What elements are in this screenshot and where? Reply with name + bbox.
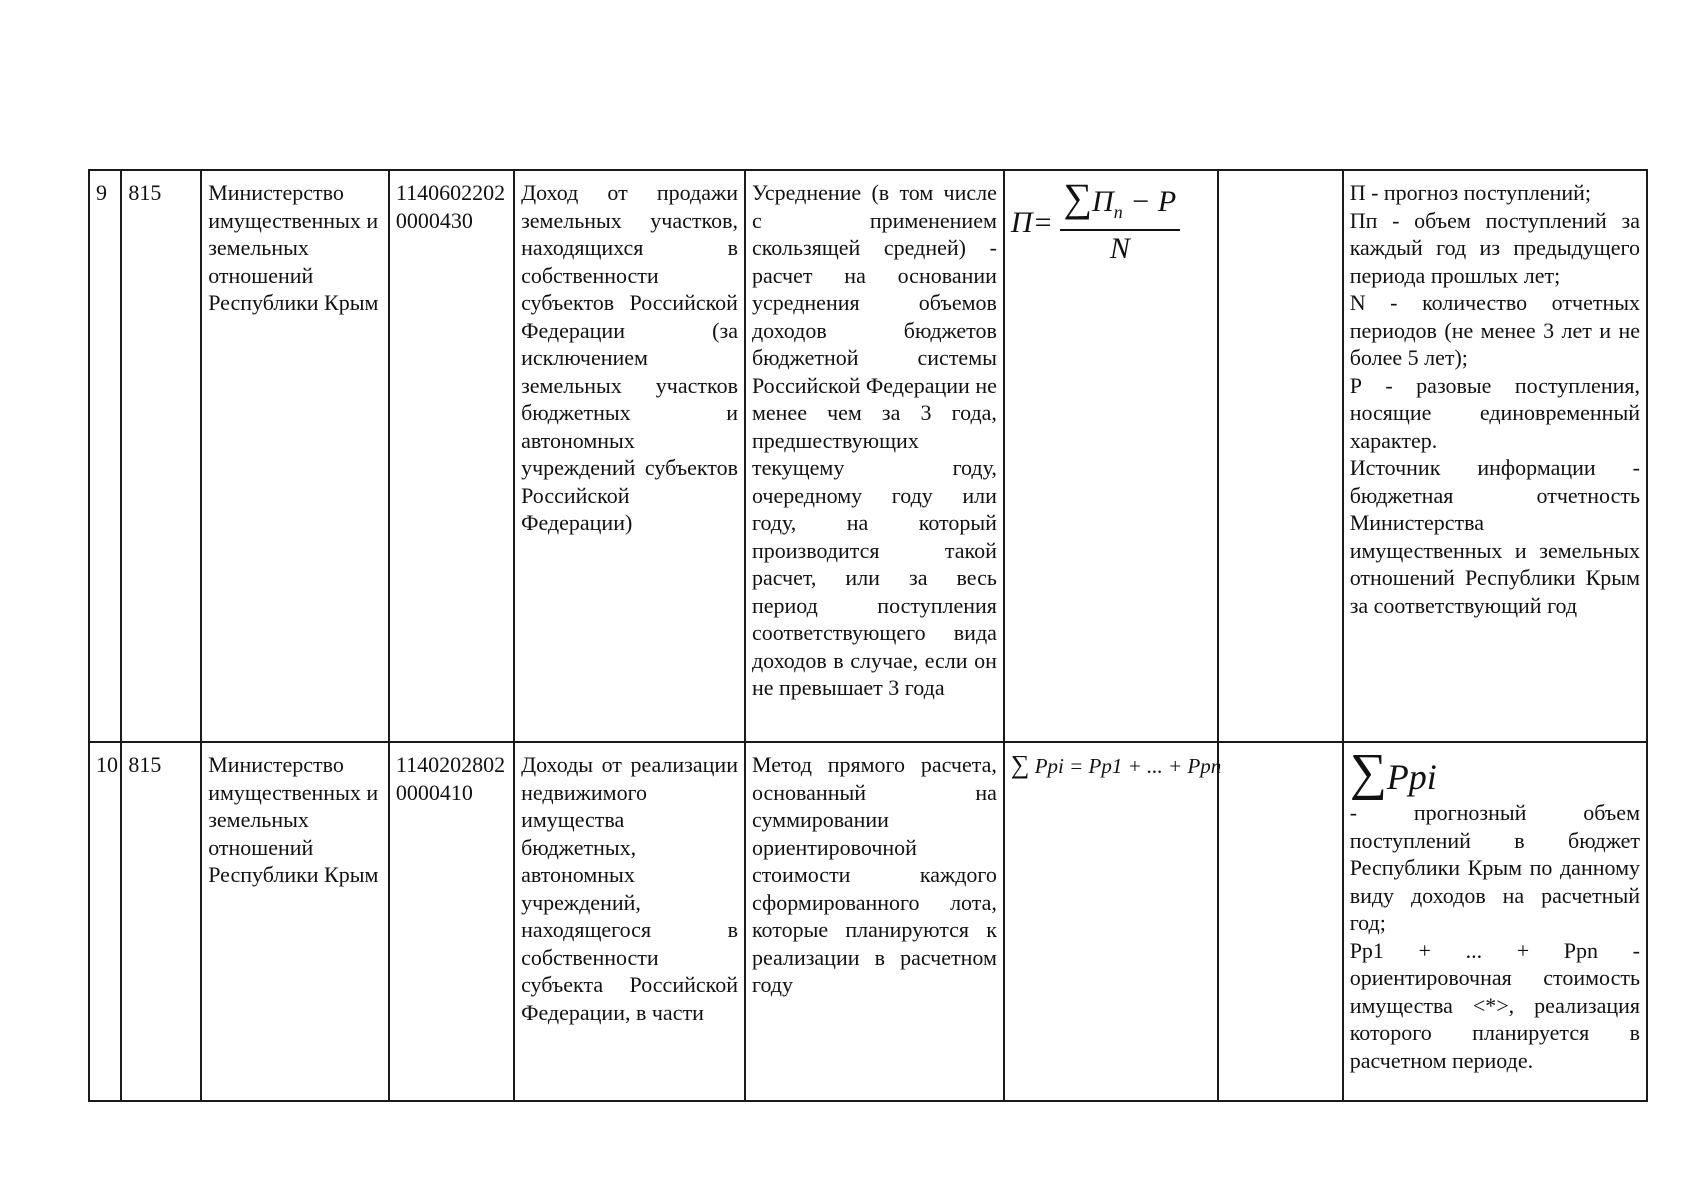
formula-description: ∑Ppi - прогнозный объем поступлений в бюджет Республики Крым по данному виду доходов на расчетный год; Рр1 + ... + Ppn - ориентировочная стоимость имущества <*>, реализация которого планируется в расчетном периоде. bbox=[1343, 742, 1647, 1101]
ppi-symbol: ∑Ppi bbox=[1349, 744, 1437, 801]
budget-classification-code: 11406022020000430 bbox=[389, 170, 514, 742]
revenue-name: Доход от продажи земельных участков, находящихся в собственности субъектов Российской Федерации (за исключением земельных участков бюджетных и автономных учреждений субъектов Российской Федерации) bbox=[514, 170, 745, 742]
revenue-name: Доходы от реализации недвижимого имущества бюджетных, автономных учреждений, находящегося в собственности субъекта Российской Федерации, в части bbox=[514, 742, 745, 1101]
average-formula: П = $\frac{\sum П_n - P}{N}$ bbox=[1011, 183, 1211, 262]
table-row bbox=[89, 742, 1647, 1101]
calculation-formula bbox=[1004, 170, 1218, 742]
sum-formula: ∑ Ppi = Pp1 + ... + Ppn bbox=[1010, 750, 1222, 779]
row-number: 10 bbox=[89, 742, 121, 1101]
sigma-symbol: ∑ bbox=[1010, 750, 1030, 779]
table-row bbox=[89, 170, 1647, 742]
empty-cell bbox=[1218, 742, 1343, 1101]
calculation-method: Усреднение (в том числе с применением скользящей средней) - расчет на основании усреднения объемов доходов бюджетов бюджетной системы Российской Федерации не менее чем за 3 года, предшествующих текущему году, очередному году или году, на который производится такой расчет, или за весь период поступления соответствующего вида доходов в случае, если он не превышает 3 года bbox=[745, 170, 1004, 742]
calculation-formula bbox=[1004, 742, 1222, 1101]
admin-code: 815 bbox=[121, 742, 201, 1101]
empty-cell bbox=[1218, 170, 1343, 742]
budget-classification-code: 11402028020000410 bbox=[389, 742, 514, 1101]
formula-description: П - прогноз поступлений; Пп - объем поступлений за каждый год из предыдущего периода прошлых лет; N - количество отчетных периодов (не менее 3 лет и не более 5 лет); Р - разовые поступления, носящие единовременный характер. Источник информации - бюджетная отчетность Министерства имущественных и земельных отношений Республики Крым за соответствующий год bbox=[1343, 170, 1647, 742]
admin-code: 815 bbox=[121, 170, 201, 742]
row-number: 9 bbox=[89, 170, 121, 742]
administrator-name: Министерство имущественных и земельных отношений Республики Крым bbox=[201, 170, 389, 742]
revenue-forecast-table bbox=[88, 169, 1648, 1102]
administrator-name: Министерство имущественных и земельных отношений Республики Крым bbox=[201, 742, 389, 1101]
calculation-method: Метод прямого расчета, основанный на суммировании ориентировочной стоимости каждого сформированного лота, которые планируются к реализации в расчетном году bbox=[745, 742, 1004, 1101]
sigma-symbol: ∑ bbox=[1063, 175, 1093, 220]
